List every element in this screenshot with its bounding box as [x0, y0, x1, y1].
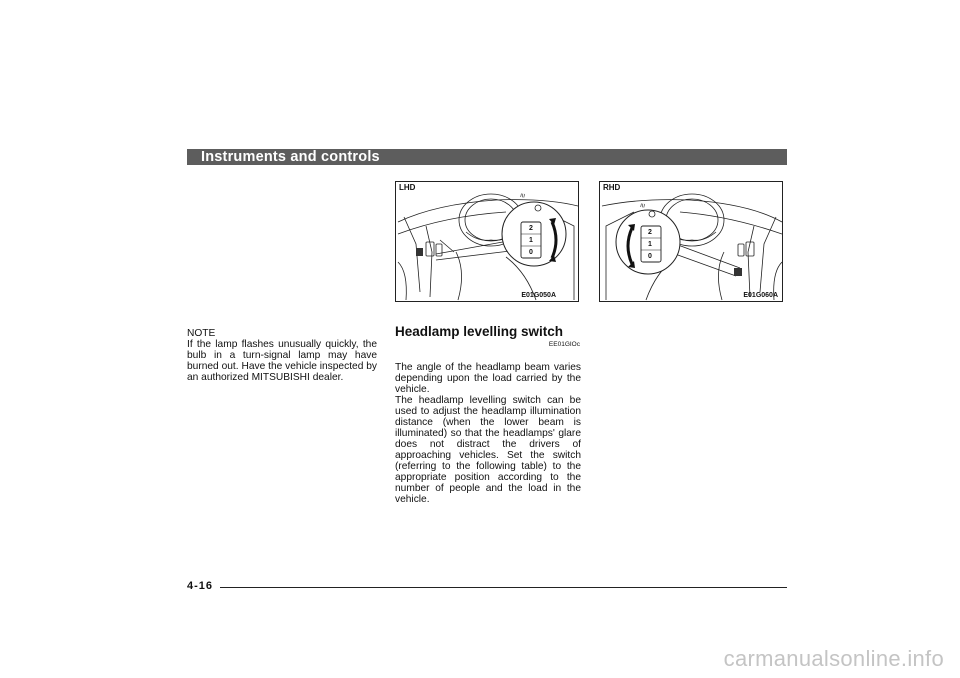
svg-text:☰: ☰ [520, 192, 527, 199]
switch-position-label: 0 [529, 249, 533, 256]
svg-text:☰: ☰ [640, 202, 647, 209]
switch-position-label: 2 [648, 229, 652, 236]
switch-position-label: 1 [529, 237, 533, 244]
rhd-dashboard-illustration [600, 182, 783, 302]
note-block [187, 328, 377, 383]
page-number: 4-16 [187, 580, 214, 592]
body-paragraph: The headlamp levelling switch can be used to adjust the headlamp illumination distance (when the lower beam is illuminated) so that the headlamps' glare does not distract the drivers of approaching vehicles. Set the switch (referring to the following table) to the appropriate position according to the number of people and the load in the vehicle. [395, 395, 581, 505]
note-text: If the lamp flashes unusually quickly, the bulb in a turn-signal lamp may have burned out. Have the vehicle inspected by an authorized MITSUBISHI dealer. [187, 339, 377, 383]
note-label: NOTE [187, 328, 216, 339]
body-paragraph: The angle of the headlamp beam varies depending upon the load carried by the vehicle. [395, 362, 581, 395]
lhd-dashboard-illustration [396, 182, 579, 302]
switch-position-label: 1 [648, 241, 652, 248]
section-body [395, 362, 581, 505]
section-reference-code: EE01GIOc [548, 341, 580, 348]
figure-lhd [395, 181, 579, 302]
switch-position-label: 2 [529, 225, 533, 232]
figure-rhd [599, 181, 783, 302]
figure-rhd-tag: RHD [603, 183, 621, 192]
section-header-title: Instruments and controls [201, 149, 380, 165]
figure-lhd-tag: LHD [399, 183, 416, 192]
switch-position-label: 0 [648, 253, 652, 260]
footer-rule [220, 587, 787, 588]
figure-lhd-code: E01G050A [521, 292, 556, 299]
watermark: carmanualsonline.info [723, 646, 944, 671]
figure-rhd-code: E01G060A [743, 292, 778, 299]
section-title: Headlamp levelling switch [395, 324, 564, 339]
section-header-bar [187, 149, 787, 165]
